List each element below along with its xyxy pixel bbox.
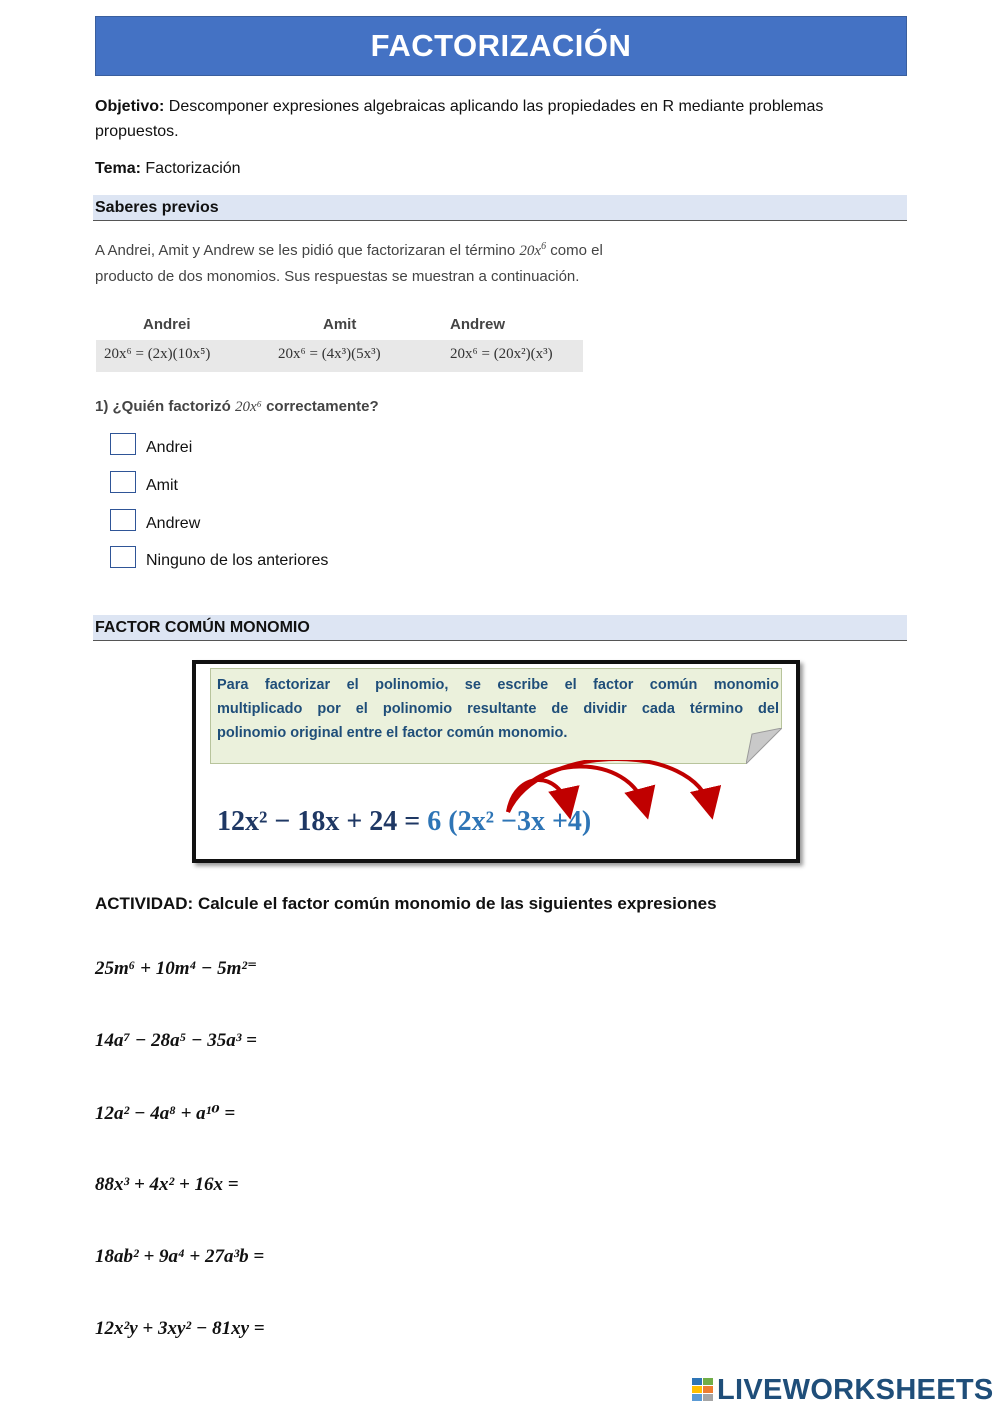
option-label-none: Ninguno de los anteriores <box>146 552 329 569</box>
rule-line-2: multiplicado por el polinomio resultante de dividir cada término del <box>217 701 779 717</box>
answer-andrew: 20x⁶ = (20x²)(x³) <box>450 346 553 362</box>
topic-value: Factorización <box>145 160 241 177</box>
page-title: FACTORIZACIÓN <box>95 16 907 76</box>
student-name-amit: Amit <box>323 316 357 333</box>
rule-line-3: polinomio original entre el factor común monomio. <box>217 725 568 741</box>
rule-line-1: Para factorizar el polinomio, se escribe el factor común monomio <box>217 677 779 693</box>
exercise-1[interactable]: 25m⁶ + 10m⁴ − 5m²⁼ <box>95 958 258 979</box>
example-factor: 6 <box>427 806 442 837</box>
section-header-prior-knowledge: Saberes previos <box>93 195 907 221</box>
checkbox-andrew[interactable] <box>110 509 136 531</box>
answer-andrei: 20x⁶ = (2x)(10x⁵) <box>104 346 211 362</box>
exercise-3[interactable]: 12a² − 4a⁸ + a¹⁰ = <box>95 1103 236 1124</box>
option-label-andrew: Andrew <box>146 515 201 532</box>
question-1 <box>95 398 379 416</box>
option-label-andrei: Andrei <box>146 439 193 456</box>
answer-amit: 20x⁶ = (4x³)(5x³) <box>278 346 381 362</box>
rule-note-text <box>217 673 779 745</box>
liveworksheets-logo-icon <box>692 1378 714 1402</box>
example-right: (2x² −3x +4) <box>448 806 592 837</box>
topic-paragraph <box>95 156 895 181</box>
objective-line1: Descomponer expresiones algebraicas aplicando las propiedades en R mediante problemas <box>168 98 824 115</box>
factorization-example <box>217 806 591 838</box>
question-end: correctamente? <box>266 398 379 415</box>
option-label-amit: Amit <box>146 477 178 494</box>
liveworksheets-logo <box>692 1373 994 1407</box>
student-name-andrei: Andrei <box>143 316 191 333</box>
checkbox-amit[interactable] <box>110 471 136 493</box>
exercise-4[interactable]: 88x³ + 4x² + 16x = <box>95 1174 239 1195</box>
objective-paragraph <box>95 94 895 144</box>
objective-label: Objetivo: <box>95 98 165 115</box>
checkbox-andrei[interactable] <box>110 433 136 455</box>
activity-title: ACTIVIDAD: Calcule el factor común monomio de las siguientes expresiones <box>95 894 717 913</box>
objective-line2: propuestos. <box>95 123 179 140</box>
checkbox-none[interactable] <box>110 546 136 568</box>
liveworksheets-logo-text: LIVEWORKSHEETS <box>717 1373 994 1406</box>
prior-intro-text <box>95 234 695 289</box>
topic-label: Tema: <box>95 160 141 177</box>
exercise-6[interactable]: 12x²y + 3xy² − 81xy = <box>95 1318 265 1339</box>
intro-line1-end: como el <box>550 242 603 259</box>
student-name-andrew: Andrew <box>450 316 506 333</box>
intro-term: $20x^6$ <box>519 241 547 259</box>
intro-line1-start: A Andrei, Amit y Andrew se les pidió que factorizaran el término <box>95 242 516 259</box>
intro-line2: producto de dos monomios. Sus respuestas se muestran a continuación. <box>95 268 580 285</box>
example-left: 12x² − 18x + 24 = <box>217 806 421 837</box>
student-names-row <box>96 316 586 336</box>
question-term: 20x⁶ <box>235 399 262 415</box>
question-start: 1) ¿Quién factorizó <box>95 398 231 415</box>
section-header-common-factor: FACTOR COMÚN MONOMIO <box>93 615 907 641</box>
exercise-5[interactable]: 18ab² + 9a⁴ + 27a³b = <box>95 1246 265 1267</box>
answers-strip <box>96 340 583 372</box>
exercise-2[interactable]: 14a⁷ − 28a⁵ − 35a³ = <box>95 1030 258 1051</box>
